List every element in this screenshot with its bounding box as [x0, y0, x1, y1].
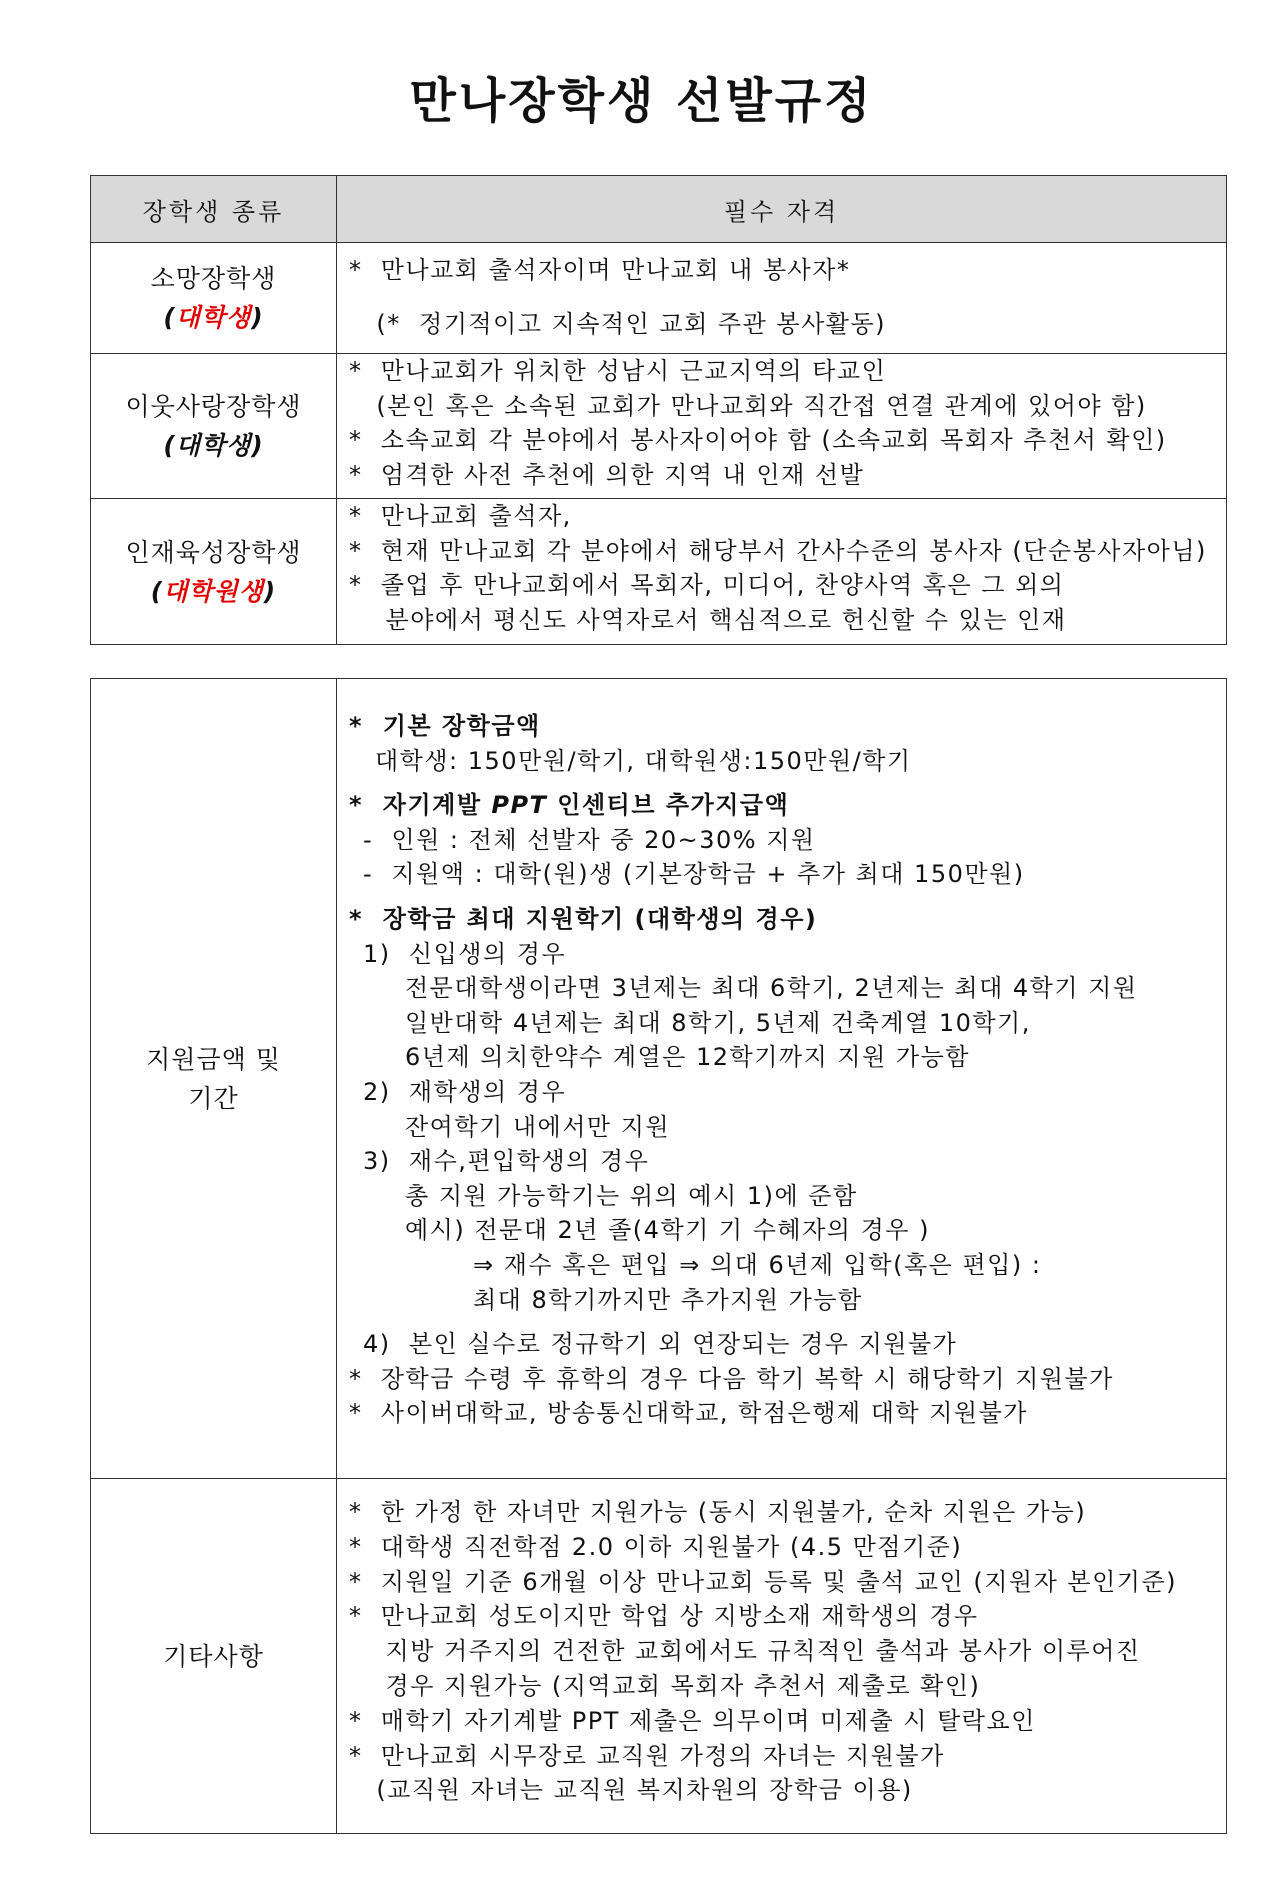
- table-header-row: [91, 176, 1227, 243]
- category-cell: [91, 679, 337, 1479]
- section-heading: * 기본 장학금액: [349, 712, 541, 740]
- table-row: [91, 1479, 1227, 1834]
- example-line: 최대 8학기까지만 추가지원 가능함: [473, 1285, 863, 1314]
- sub-heading: 1) 신입생의 경우: [363, 939, 567, 968]
- category-name: 기간: [188, 1083, 239, 1113]
- qualification-line: * 만나교회 출석자이며 만나교회 내 봉사자*: [349, 256, 851, 284]
- support-details-table: [90, 678, 1227, 1834]
- detail-line: 전문대학생이라면 3년제는 최대 6학기, 2년제는 최대 4학기 지원: [405, 974, 1138, 1003]
- qualification-cell: [337, 243, 1227, 354]
- table-row: [91, 499, 1227, 645]
- detail-line: * 한 가정 한 자녀만 지원가능 (동시 지원불가, 순차 지원은 가능): [349, 1498, 1087, 1526]
- category-cell: [91, 243, 337, 354]
- detail-line: * 지원일 기준 6개월 이상 만나교회 등록 및 출석 교인 (지원자 본인기준): [349, 1567, 1178, 1596]
- page-title: 만나장학생 선발규정: [409, 73, 874, 129]
- detail-line: (교직원 자녀는 교직원 복지차원의 장학금 이용): [349, 1776, 913, 1805]
- section-heading: * 자기계발 PPT 인센티브 추가지급액: [349, 791, 790, 820]
- category-name: 소망장학생: [150, 264, 277, 293]
- detail-line: 6년제 의치한약수 계열은 12학기까지 지원 가능함: [405, 1043, 970, 1072]
- qualification-cell: [337, 499, 1227, 645]
- category-name: 인재육성장학생: [125, 537, 302, 567]
- qualification-cell: [337, 354, 1227, 499]
- qualification-line: * 만나교회 출석자,: [349, 502, 572, 530]
- qualification-line: * 엄격한 사전 추천에 의한 지역 내 인재 선발: [349, 460, 865, 489]
- detail-line: 총 지원 가능학기는 위의 예시 1)에 준함: [405, 1181, 858, 1210]
- detail-line: - 지원액 : 대학(원)생 (기본장학금 + 추가 최대 150만원): [363, 860, 1025, 889]
- qualification-line: * 만나교회가 위치한 성남시 근교지역의 타교인: [349, 357, 887, 385]
- example-line: ⇒ 재수 혹은 편입 ⇒ 의대 6년제 입학(혹은 편입) :: [473, 1250, 1042, 1279]
- detail-line: 일반대학 4년제는 최대 8학기, 5년제 건축계열 10학기,: [405, 1008, 1031, 1037]
- qualification-line: (본인 혹은 소속된 교회가 만나교회와 직간접 연결 관계에 있어야 함): [349, 391, 1147, 420]
- qualification-line: * 현재 만나교회 각 분야에서 해당부서 간사수준의 봉사자 (단순봉사자아님): [349, 536, 1207, 565]
- section-heading: * 장학금 최대 지원학기 (대학생의 경우): [349, 904, 818, 933]
- table-row: [91, 679, 1227, 1479]
- detail-line: 대학생: 150만원/학기, 대학원생:150만원/학기: [375, 746, 912, 775]
- detail-line: - 인원 : 전체 선발자 중 20~30% 지원: [363, 825, 816, 854]
- header-scholarship-type: 장학생 종류: [91, 176, 337, 243]
- sub-heading: 4) 본인 실수로 정규학기 외 연장되는 경우 지원불가: [363, 1330, 958, 1359]
- detail-line: * 사이버대학교, 방송통신대학교, 학점은행제 대학 지원불가: [349, 1399, 1028, 1428]
- qualification-line: (* 정기적이고 지속적인 교회 주관 봉사활동): [349, 310, 887, 338]
- detail-line: 경우 지원가능 (지역교회 목회자 추천서 제출로 확인): [349, 1671, 981, 1700]
- category-cell: [91, 354, 337, 499]
- table-row: [91, 354, 1227, 499]
- detail-line: * 만나교회 시무장로 교직원 가정의 자녀는 지원불가: [349, 1741, 945, 1770]
- detail-line: * 대학생 직전학점 2.0 이하 지원불가 (4.5 만점기준): [349, 1532, 963, 1561]
- qualification-line: 분야에서 평신도 사역자로서 핵심적으로 헌신할 수 있는 인재: [349, 605, 1067, 634]
- category-name: 이웃사랑장학생: [125, 392, 302, 421]
- category-name: 기타사항: [163, 1641, 264, 1671]
- category-cell: [91, 499, 337, 645]
- category-name: 지원금액 및: [146, 1044, 281, 1074]
- category-level: (대학생): [163, 431, 264, 460]
- detail-line: * 매학기 자기계발 PPT 제출은 의무이며 미제출 시 탈락요인: [349, 1706, 1036, 1735]
- sub-heading: 2) 재학생의 경우: [363, 1077, 567, 1106]
- table-row: [91, 243, 1227, 354]
- detail-line: 예시) 전문대 2년 졸(4학기 기 수혜자의 경우 ): [405, 1216, 930, 1245]
- other-details-cell: [337, 1479, 1227, 1834]
- header-required-qualification: 필수 자격: [337, 176, 1227, 243]
- detail-line: 잔여학기 내에서만 지원: [405, 1112, 671, 1141]
- qualification-line: * 졸업 후 만나교회에서 목회자, 미디어, 찬양사역 혹은 그 외의: [349, 571, 1065, 599]
- support-details-cell: [337, 679, 1227, 1479]
- scholarship-types-table: [90, 175, 1227, 645]
- qualification-line: * 소속교회 각 분야에서 봉사자이어야 함 (소속교회 목회자 추천서 확인): [349, 426, 1167, 454]
- category-level: (대학생): [163, 303, 264, 332]
- category-level: (대학원생): [150, 576, 277, 606]
- sub-heading: 3) 재수,편입학생의 경우: [363, 1147, 650, 1176]
- detail-line: 지방 거주지의 건전한 교회에서도 규칙적인 출석과 봉사가 이루어진: [349, 1637, 1141, 1666]
- category-cell: [91, 1479, 337, 1834]
- detail-line: * 장학금 수령 후 휴학의 경우 다음 학기 복학 시 해당학기 지원불가: [349, 1364, 1114, 1393]
- detail-line: * 만나교회 성도이지만 학업 상 지방소재 재학생의 경우: [349, 1602, 979, 1631]
